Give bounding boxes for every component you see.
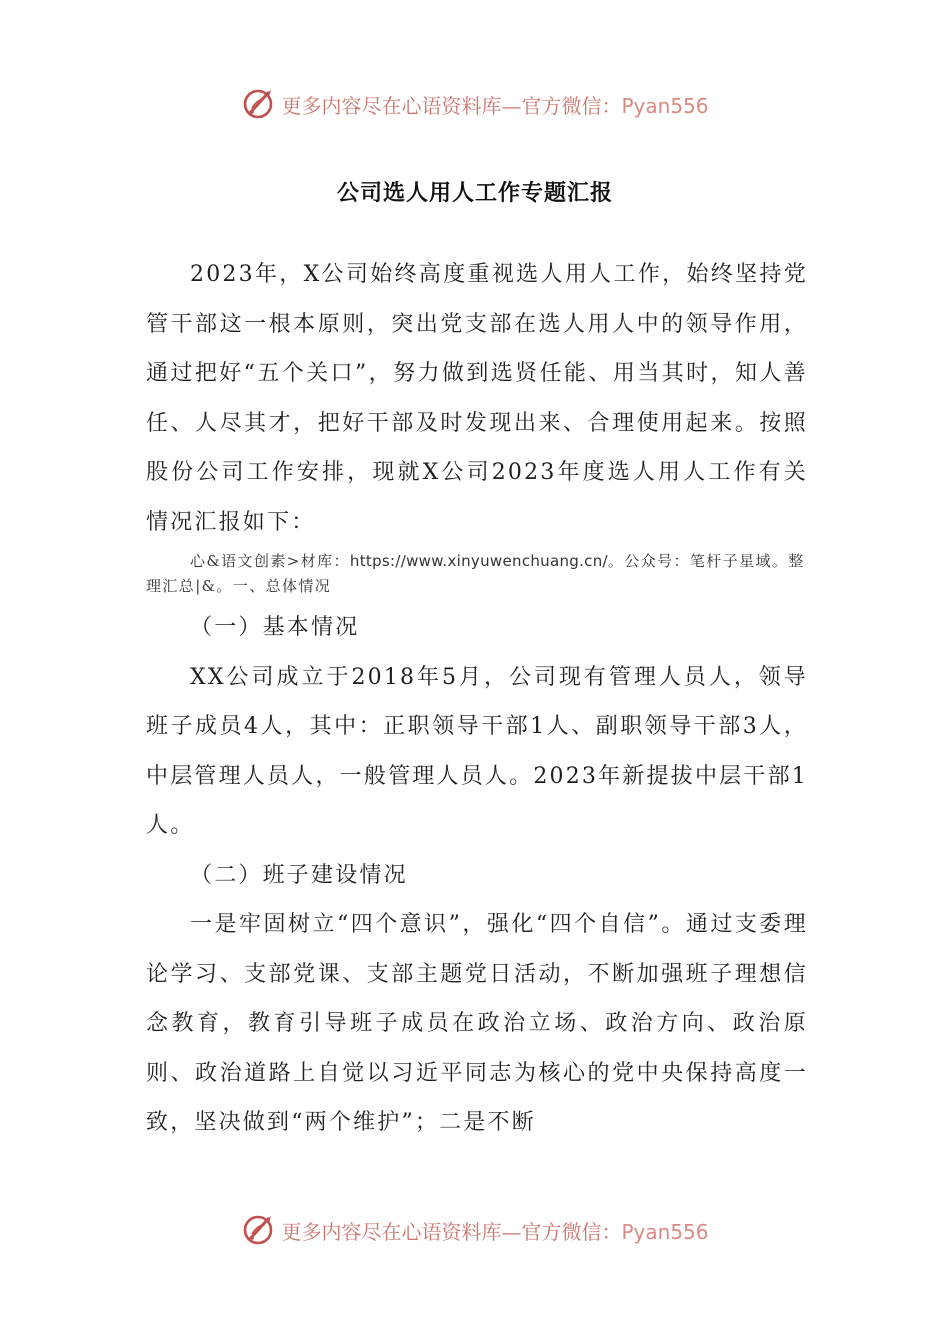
intro-paragraph: 2023年，X公司始终高度重视选人用人工作，始终坚持党管干部这一根本原则，突出党支部在选人用人中的领导作用，通过把好“五个关口”，努力做到选贤任能、用当其时，知人善任、人尽其才，把好干部及时发现出来、合理使用起来。按照股份公司工作安排，现就X公司2023年度选人用人工作有关情况汇报如下： [146, 262, 808, 535]
pen-logo-icon [241, 86, 277, 122]
document-body [146, 250, 808, 1148]
footer-banner [0, 1208, 950, 1252]
document-title: 公司选人用人工作专题汇报 [336, 180, 613, 206]
team-building-paragraph: 一是牢固树立“四个意识”，强化“四个自信”。通过支委理论学习、支部党课、支部主题党日活动，不断加强班子理想信念教育，教育引导班子成员在政治立场、政治方向、政治原则、政治道路上自觉以习近平同志为核心的党中央保持高度一致，坚决做到“两个维护”；二是不断 [146, 912, 808, 1135]
banner-text: 更多内容尽在心语资料库—官方微信：Pyan556 [281, 1219, 709, 1244]
source-note: 心&语文创素>材库：https://www.xinyuwenchuang.cn/。公众号：笔杆子星域。整理汇总|&。一、总体情况 [146, 552, 805, 595]
basic-info-paragraph: XX公司成立于2018年5月，公司现有管理人员人，领导班子成员4人，其中：正职领导干部1人、副职领导干部3人，中层管理人员人，一般管理人员人。2023年新提拔中层干部1人。 [146, 664, 808, 838]
banner-text: 更多内容尽在心语资料库—官方微信：Pyan556 [281, 93, 709, 118]
pen-logo-icon [241, 1212, 277, 1248]
section-heading-basic: （一）基本情况 [190, 615, 360, 640]
section-heading-team: （二）班子建设情况 [190, 862, 408, 888]
source-url-link[interactable]: https://www.xinyuwenchuang.cn/ [349, 552, 608, 570]
header-banner [0, 82, 950, 126]
